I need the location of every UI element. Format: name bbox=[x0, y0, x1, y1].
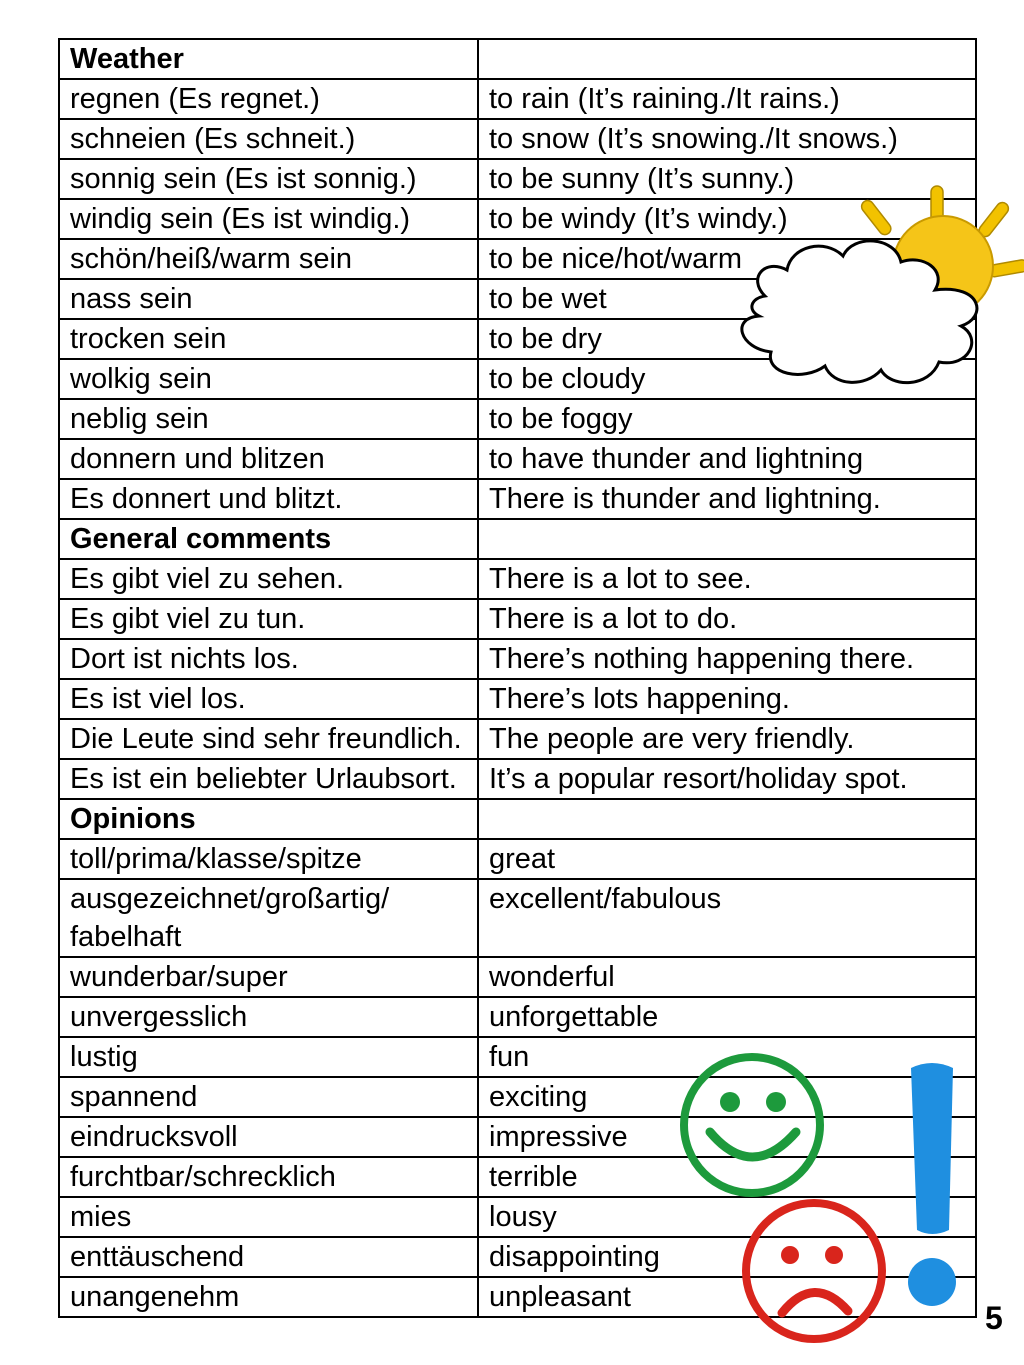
english-translation: It’s a popular resort/holiday spot. bbox=[478, 759, 976, 799]
german-term: regnen (Es regnet.) bbox=[59, 79, 478, 119]
german-term: wolkig sein bbox=[59, 359, 478, 399]
german-term: mies bbox=[59, 1197, 478, 1237]
vocab-row bbox=[59, 559, 976, 599]
english-translation: fun bbox=[478, 1037, 976, 1077]
english-translation: The people are very friendly. bbox=[478, 719, 976, 759]
vocab-row bbox=[59, 1037, 976, 1077]
german-term: schneien (Es schneit.) bbox=[59, 119, 478, 159]
german-term: unangenehm bbox=[59, 1277, 478, 1317]
german-term: nass sein bbox=[59, 279, 478, 319]
german-term: enttäuschend bbox=[59, 1237, 478, 1277]
english-translation: to be wet bbox=[478, 279, 976, 319]
german-term: Die Leute sind sehr freundlich. bbox=[59, 719, 478, 759]
german-term: trocken sein bbox=[59, 319, 478, 359]
sun-behind-cloud-icon bbox=[725, 178, 1024, 398]
german-term: Es ist ein beliebter Urlaubsort. bbox=[59, 759, 478, 799]
german-term: ausgezeichnet/großartig/ fabelhaft bbox=[59, 879, 478, 957]
german-term: unvergesslich bbox=[59, 997, 478, 1037]
vocab-row bbox=[59, 439, 976, 479]
english-translation: to rain (It’s raining./It rains.) bbox=[478, 79, 976, 119]
german-term: Es gibt viel zu sehen. bbox=[59, 559, 478, 599]
english-translation: wonderful bbox=[478, 957, 976, 997]
vocab-row bbox=[59, 399, 976, 439]
vocab-row bbox=[59, 119, 976, 159]
german-term: Es gibt viel zu tun. bbox=[59, 599, 478, 639]
smiley-sad-icon bbox=[738, 1195, 890, 1347]
vocab-row bbox=[59, 1077, 976, 1117]
english-translation: to be dry bbox=[478, 319, 976, 359]
vocab-row bbox=[59, 759, 976, 799]
vocab-row bbox=[59, 1117, 976, 1157]
english-translation: exciting bbox=[478, 1077, 976, 1117]
english-translation: to be sunny (It’s sunny.) bbox=[478, 159, 976, 199]
german-term: schön/heiß/warm sein bbox=[59, 239, 478, 279]
german-term: spannend bbox=[59, 1077, 478, 1117]
german-term: neblig sein bbox=[59, 399, 478, 439]
german-term: lustig bbox=[59, 1037, 478, 1077]
english-translation: to be cloudy bbox=[478, 359, 976, 399]
vocab-row bbox=[59, 679, 976, 719]
german-term: donnern und blitzen bbox=[59, 439, 478, 479]
english-translation: excellent/fabulous bbox=[478, 879, 976, 957]
german-term: Dort ist nichts los. bbox=[59, 639, 478, 679]
english-translation: to have thunder and lightning bbox=[478, 439, 976, 479]
vocab-row bbox=[59, 879, 976, 957]
german-term: eindrucksvoll bbox=[59, 1117, 478, 1157]
english-translation: unforgettable bbox=[478, 997, 976, 1037]
german-term: sonnig sein (Es ist sonnig.) bbox=[59, 159, 478, 199]
vocab-row bbox=[59, 599, 976, 639]
smiley-happy-icon bbox=[674, 1050, 830, 1200]
german-term: toll/prima/klasse/spitze bbox=[59, 839, 478, 879]
german-term: windig sein (Es ist windig.) bbox=[59, 199, 478, 239]
german-term: wunderbar/super bbox=[59, 957, 478, 997]
section-heading: Weather bbox=[59, 39, 478, 79]
vocab-row bbox=[59, 479, 976, 519]
english-translation: There’s lots happening. bbox=[478, 679, 976, 719]
english-translation: to snow (It’s snowing./It snows.) bbox=[478, 119, 976, 159]
section-heading-blank-cell bbox=[478, 519, 976, 559]
english-translation: There’s nothing happening there. bbox=[478, 639, 976, 679]
english-translation: unpleasant bbox=[478, 1277, 976, 1317]
section-heading-row bbox=[59, 39, 976, 79]
german-term: Es donnert und blitzt. bbox=[59, 479, 478, 519]
english-translation: impressive bbox=[478, 1117, 976, 1157]
english-translation: There is a lot to see. bbox=[478, 559, 976, 599]
section-heading: Opinions bbox=[59, 799, 478, 839]
section-heading: General comments bbox=[59, 519, 478, 559]
english-translation: to be nice/hot/warm bbox=[478, 239, 976, 279]
vocab-row bbox=[59, 719, 976, 759]
vocab-row bbox=[59, 79, 976, 119]
vocab-row bbox=[59, 639, 976, 679]
english-translation: terrible bbox=[478, 1157, 976, 1197]
english-translation: great bbox=[478, 839, 976, 879]
exclamation-mark-icon bbox=[897, 1060, 967, 1310]
vocab-row bbox=[59, 839, 976, 879]
english-translation: lousy bbox=[478, 1197, 976, 1237]
page-number: 5 bbox=[985, 1300, 1003, 1336]
english-translation: There is a lot to do. bbox=[478, 599, 976, 639]
german-term: Es ist viel los. bbox=[59, 679, 478, 719]
section-heading-blank-cell bbox=[478, 799, 976, 839]
german-term: furchtbar/schrecklich bbox=[59, 1157, 478, 1197]
vocab-row bbox=[59, 1157, 976, 1197]
vocab-row bbox=[59, 957, 976, 997]
vocab-row bbox=[59, 997, 976, 1037]
section-heading-row bbox=[59, 799, 976, 839]
section-heading-row bbox=[59, 519, 976, 559]
english-translation: to be windy (It’s windy.) bbox=[478, 199, 976, 239]
english-translation: disappointing bbox=[478, 1237, 976, 1277]
section-heading-blank-cell bbox=[478, 39, 976, 79]
english-translation: to be foggy bbox=[478, 399, 976, 439]
english-translation: There is thunder and lightning. bbox=[478, 479, 976, 519]
